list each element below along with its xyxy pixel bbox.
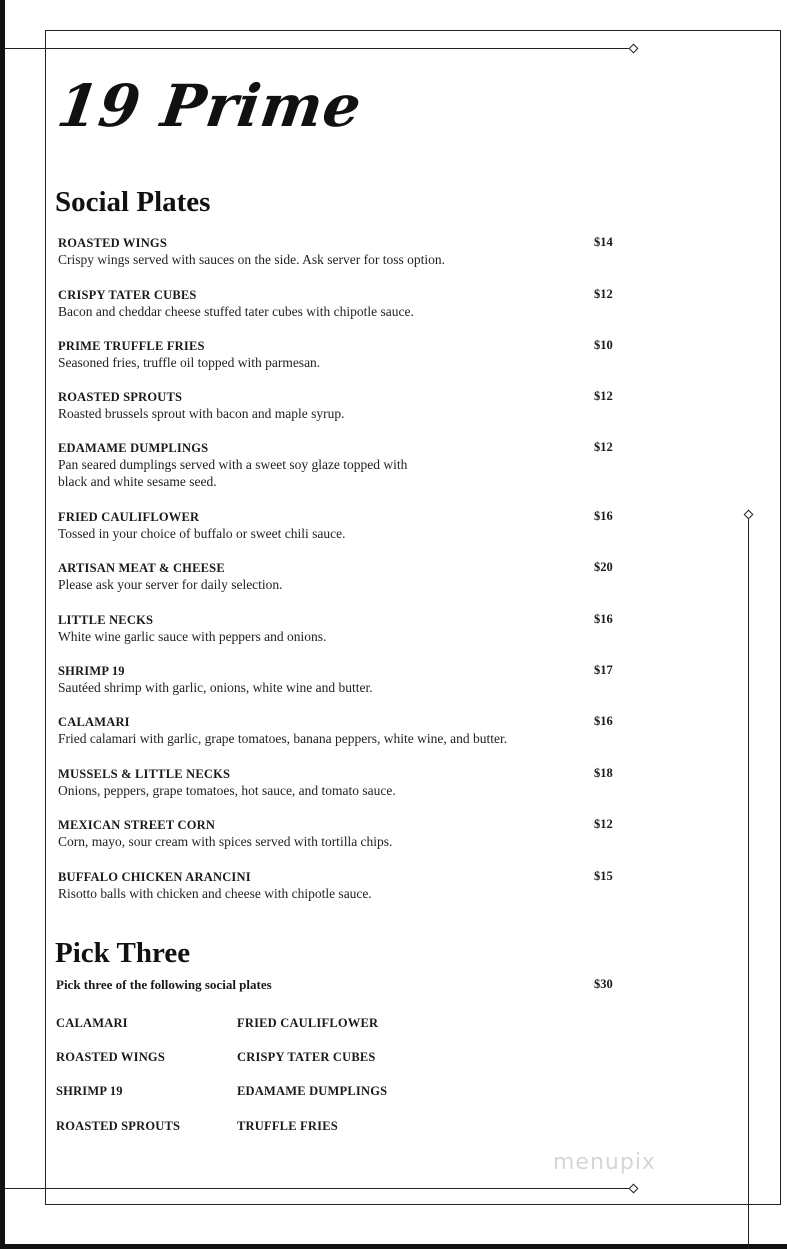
menu-item-description: Onions, peppers, grape tomatoes, hot sauce, and tomato sauce. [58, 783, 396, 798]
menu-item [58, 235, 628, 268]
pick-three-option: CALAMARI [56, 1016, 128, 1030]
pick-three-subtitle: Pick three of the following social plates [56, 977, 272, 992]
frame-top-line [45, 30, 781, 31]
menu-item [58, 509, 628, 542]
pick-three-option: EDAMAME DUMPLINGS [237, 1084, 388, 1098]
menu-item-description: White wine garlic sauce with peppers and onions. [58, 629, 327, 644]
frame-right-line [780, 30, 781, 1205]
menu-item-price: $15 [594, 869, 613, 883]
menu-item-description: Seasoned fries, truffle oil topped with parmesan. [58, 355, 321, 370]
menu-item-description: Risotto balls with chicken and cheese with chipotle sauce. [58, 886, 372, 901]
menu-item [58, 766, 628, 799]
section-title-social-plates: Social Plates [55, 186, 211, 218]
menu-item-description: Sautéed shrimp with garlic, onions, white wine and butter. [58, 680, 373, 695]
bottom-ornament-line [5, 1188, 633, 1189]
menu-item [58, 869, 628, 902]
menu-item [58, 817, 628, 850]
pick-three-option: TRUFFLE FRIES [237, 1119, 338, 1133]
menu-item-description: Tossed in your choice of buffalo or sweet chili sauce. [58, 526, 346, 541]
menu-item-description: Bacon and cheddar cheese stuffed tater cubes with chipotle sauce. [58, 304, 414, 319]
pick-three-option: ROASTED SPROUTS [56, 1119, 181, 1133]
menu-item-description: Please ask your server for daily selection. [58, 577, 283, 592]
right-ornament-line [748, 515, 749, 1249]
pick-three-option: CRISPY TATER CUBES [237, 1050, 376, 1064]
menu-item-price: $12 [594, 287, 613, 301]
menu-item-price: $16 [594, 509, 613, 523]
section-title-pick-three: Pick Three [55, 937, 191, 969]
bottom-edge-bar [0, 1244, 787, 1249]
menu-item-price: $12 [594, 389, 613, 403]
menu-item-description: Crispy wings served with sauces on the side. Ask server for toss option. [58, 252, 445, 267]
menu-item-name: LITTLE NECKS [58, 613, 154, 627]
menu-item-price: $14 [594, 235, 613, 249]
menu-item-price: $16 [594, 612, 613, 626]
menu-item-name: FRIED CAULIFLOWER [58, 510, 200, 524]
menu-item-description: Roasted brussels sprout with bacon and maple syrup. [58, 406, 345, 421]
menu-item [58, 663, 628, 696]
menu-item-name: PRIME TRUFFLE FRIES [58, 339, 205, 353]
menu-item-description: Fried calamari with garlic, grape tomatoes, banana peppers, white wine, and butter. [58, 731, 508, 746]
pick-three-option: SHRIMP 19 [56, 1084, 123, 1098]
menu-item-description: Corn, mayo, sour cream with spices served with tortilla chips. [58, 834, 393, 849]
menu-item-price: $17 [594, 663, 613, 677]
bottom-diamond-ornament [629, 1184, 639, 1194]
menu-item-name: ROASTED WINGS [58, 236, 167, 250]
menu-item-name: SHRIMP 19 [58, 664, 125, 678]
menu-item-name: ROASTED SPROUTS [58, 390, 183, 404]
menu-item [58, 714, 628, 747]
pick-three-price: $30 [594, 977, 613, 991]
menu-item-price: $12 [594, 817, 613, 831]
menu-item-price: $20 [594, 560, 613, 574]
menu-item-name: BUFFALO CHICKEN ARANCINI [58, 870, 251, 884]
menu-item-name: CALAMARI [58, 715, 130, 729]
menu-item-name: MEXICAN STREET CORN [58, 818, 216, 832]
menu-item [58, 389, 628, 422]
menu-item-name: EDAMAME DUMPLINGS [58, 441, 209, 455]
menu-item [58, 287, 628, 320]
menu-item [58, 612, 628, 645]
menu-item [58, 560, 628, 593]
pick-three-option: FRIED CAULIFLOWER [237, 1016, 379, 1030]
top-ornament-line [5, 48, 633, 49]
menu-item [58, 440, 628, 490]
top-diamond-ornament [629, 44, 639, 54]
menu-item-price: $16 [594, 714, 613, 728]
menupix-watermark: menupix [553, 1150, 656, 1175]
restaurant-logo: 19 Prime [53, 72, 367, 140]
menu-item-description: Pan seared dumplings served with a sweet soy glaze topped with black and white sesame seed. [58, 457, 408, 489]
frame-left-line [45, 30, 46, 1205]
menu-item-name: MUSSELS & LITTLE NECKS [58, 767, 231, 781]
menu-item-name: CRISPY TATER CUBES [58, 288, 197, 302]
right-diamond-ornament [744, 510, 754, 520]
pick-three-option: ROASTED WINGS [56, 1050, 165, 1064]
menu-item-name: ARTISAN MEAT & CHEESE [58, 561, 225, 575]
menu-item [58, 338, 628, 371]
menu-item-price: $10 [594, 338, 613, 352]
menu-item-price: $12 [594, 440, 613, 454]
menu-item-price: $18 [594, 766, 613, 780]
left-edge-bar [0, 0, 5, 1249]
frame-bottom-line [45, 1204, 781, 1205]
